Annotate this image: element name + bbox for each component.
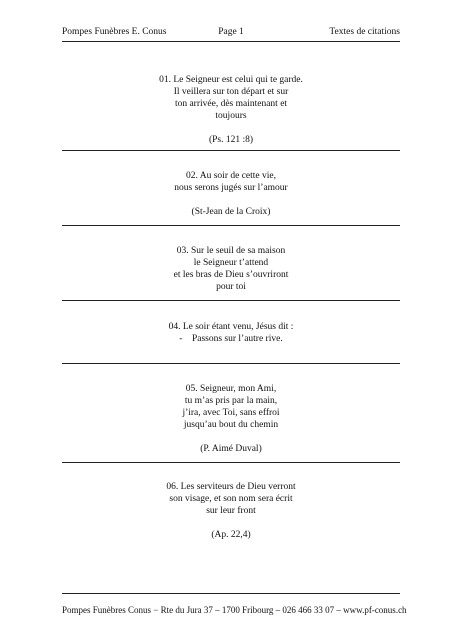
separator-line: [62, 462, 400, 463]
quote-line: 06. Les serviteurs de Dieu verront: [166, 482, 296, 492]
page-header: [62, 27, 400, 42]
quote-source: (Ps. 121 :8): [208, 135, 254, 145]
header-page-number: Page 1: [218, 27, 244, 37]
quote-line: jusqu’au bout du chemin: [183, 420, 279, 430]
quote-line: sur leur front: [206, 506, 256, 516]
quote-line: nous serons jugés sur l’amour: [174, 183, 288, 193]
footer-rule: [62, 593, 400, 594]
quote-line: 02. Au soir de cette vie,: [186, 171, 276, 181]
separator-line: [62, 363, 400, 364]
quote-line: toujours: [215, 111, 247, 121]
quote-line: 04. Le soir étant venu, Jésus dit :: [168, 322, 294, 332]
quote-line: tu m’as pris par la main,: [184, 396, 278, 406]
quote-line: - Passons sur l’autre rive.: [179, 334, 283, 344]
header-company: Pompes Funèbres E. Conus: [62, 27, 167, 37]
page-footer: Pompes Funèbres Conus − Rte du Jura 37 – 1700 Fribourg – 026 466 33 07 – www.pf-conus.ch: [62, 605, 407, 615]
quote-01: [62, 74, 400, 146]
quote-source: (Ap. 22,4): [211, 530, 251, 540]
quote-source: (P. Aimé Duval): [200, 444, 262, 454]
quote-line: Il veillera sur ton départ et sur: [173, 87, 289, 97]
header-document-title: Textes de citations: [329, 27, 400, 37]
quote-02: [62, 170, 400, 218]
quote-source: (St-Jean de la Croix): [191, 207, 271, 217]
separator-line: [62, 225, 400, 226]
quote-line: j’ira, avec Toi, sans effroi: [182, 408, 280, 418]
quote-04: [62, 321, 400, 345]
quote-line: 05. Seigneur, mon Ami,: [185, 384, 277, 394]
separator-line: [62, 150, 400, 151]
quote-line: ton arrivée, dès maintenant et: [174, 99, 288, 109]
quote-line: et les bras de Dieu s’ouvriront: [173, 270, 289, 280]
quote-line: le Seigneur t’attend: [193, 258, 269, 268]
quote-line: son visage, et son nom sera écrit: [169, 494, 293, 504]
quote-line: 03. Sur le seuil de sa maison: [176, 246, 286, 256]
quote-03: [62, 245, 400, 293]
quote-line: 01. Le Seigneur est celui qui te garde.: [159, 75, 303, 85]
quote-06: [62, 481, 400, 541]
quote-05: [62, 383, 400, 455]
quote-line: pour toi: [216, 282, 246, 292]
separator-line: [62, 300, 400, 301]
